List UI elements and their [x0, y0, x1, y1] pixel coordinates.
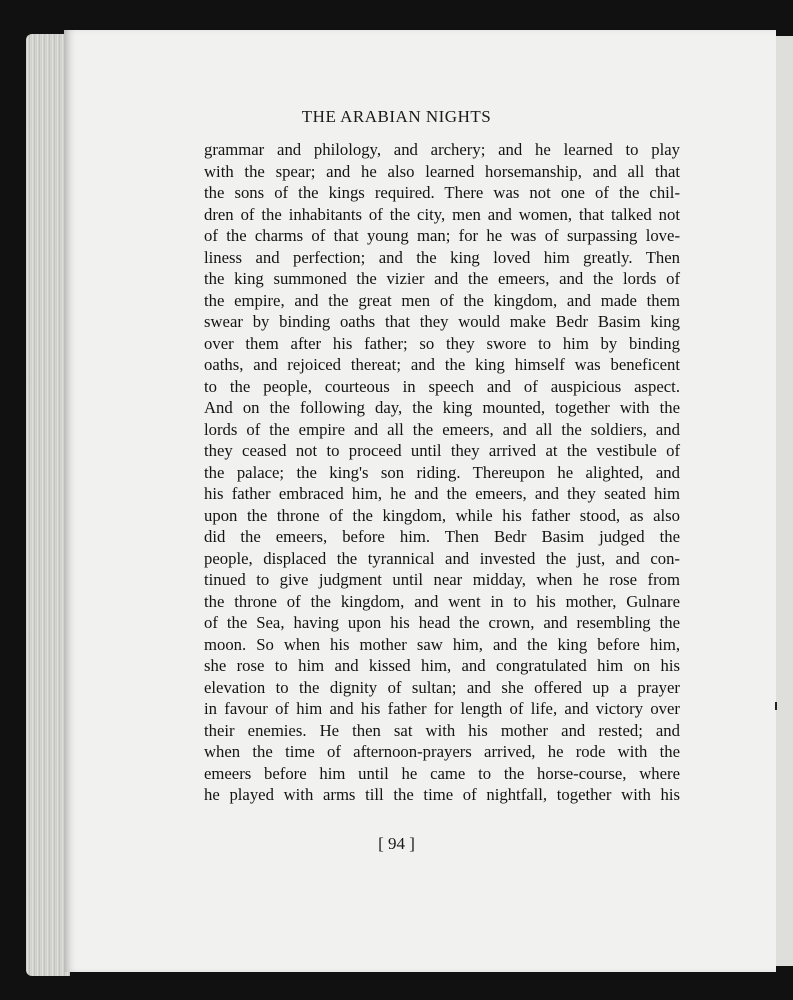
text-line: in favour of him and his father for length of life, and victory over [204, 699, 680, 718]
page-number: [ 94 ] [378, 834, 415, 853]
text-line: the sons of the kings required. There was not one of the chil- [204, 183, 680, 202]
text-line: tinued to give judgment until near midday, when he rose from [204, 570, 680, 589]
text-line: his father embraced him, he and the emeers, and they seated him [204, 484, 680, 503]
text-line: to the people, courteous in speech and of auspicious aspect. [204, 376, 680, 396]
text-line: swear by binding oaths that they would make Bedr Basim king [204, 312, 680, 331]
text-line: their enemies. He then sat with his mother and rested; and [204, 720, 680, 740]
text-line: the palace; the king's son riding. Thereupon he alighted, and [204, 462, 680, 482]
running-title: THE ARABIAN NIGHTS [301, 107, 492, 126]
text-line: people, displaced the tyrannical and invested the just, and con- [204, 548, 680, 568]
text-line: oaths, and rejoiced thereat; and the king himself was beneficent [204, 355, 680, 374]
text-line: did the emeers, before him. Then Bedr Basim judged the [204, 527, 680, 546]
text-line: of the charms of that young man; for he was of surpassing love- [204, 226, 680, 245]
text-line: the empire, and the great men of the kingdom, and made them [204, 290, 680, 310]
text-line: grammar and philology, and archery; and he learned to play [204, 140, 680, 159]
text-line: when the time of afternoon-prayers arrived, he rode with the [204, 742, 680, 761]
text-line: emeers before him until he came to the horse-course, where [204, 763, 680, 783]
text-line: dren of the inhabitants of the city, men and women, that talked not [204, 204, 680, 224]
text-line: lords of the empire and all the emeers, and all the soldiers, and [204, 419, 680, 439]
text-line: he played with arms till the time of nightfall, together with his [204, 785, 680, 804]
text-line: she rose to him and kissed him, and congratulated him on his [204, 656, 680, 675]
text-line: of the Sea, having upon his head the crown, and resembling the [204, 613, 680, 632]
margin-mark [775, 702, 777, 710]
text-line: with the spear; and he also learned horsemanship, and all that [204, 161, 680, 181]
text-line: moon. So when his mother saw him, and the king before him, [204, 634, 680, 654]
text-line: the throne of the kingdom, and went in to his mother, Gulnare [204, 591, 680, 611]
text-line: over them after his father; so they swore to him by binding [204, 333, 680, 353]
text-line: And on the following day, the king mounted, together with the [204, 398, 680, 417]
text-line: liness and perfection; and the king loved him greatly. Then [204, 247, 680, 267]
text-line: the king summoned the vizier and the emeers, and the lords of [204, 269, 680, 288]
text-line: upon the throne of the kingdom, while his father stood, as also [204, 505, 680, 525]
text-line: they ceased not to proceed until they arrived at the vestibule of [204, 441, 680, 460]
body-text [204, 139, 680, 806]
text-line: elevation to the dignity of sultan; and she offered up a prayer [204, 677, 680, 697]
